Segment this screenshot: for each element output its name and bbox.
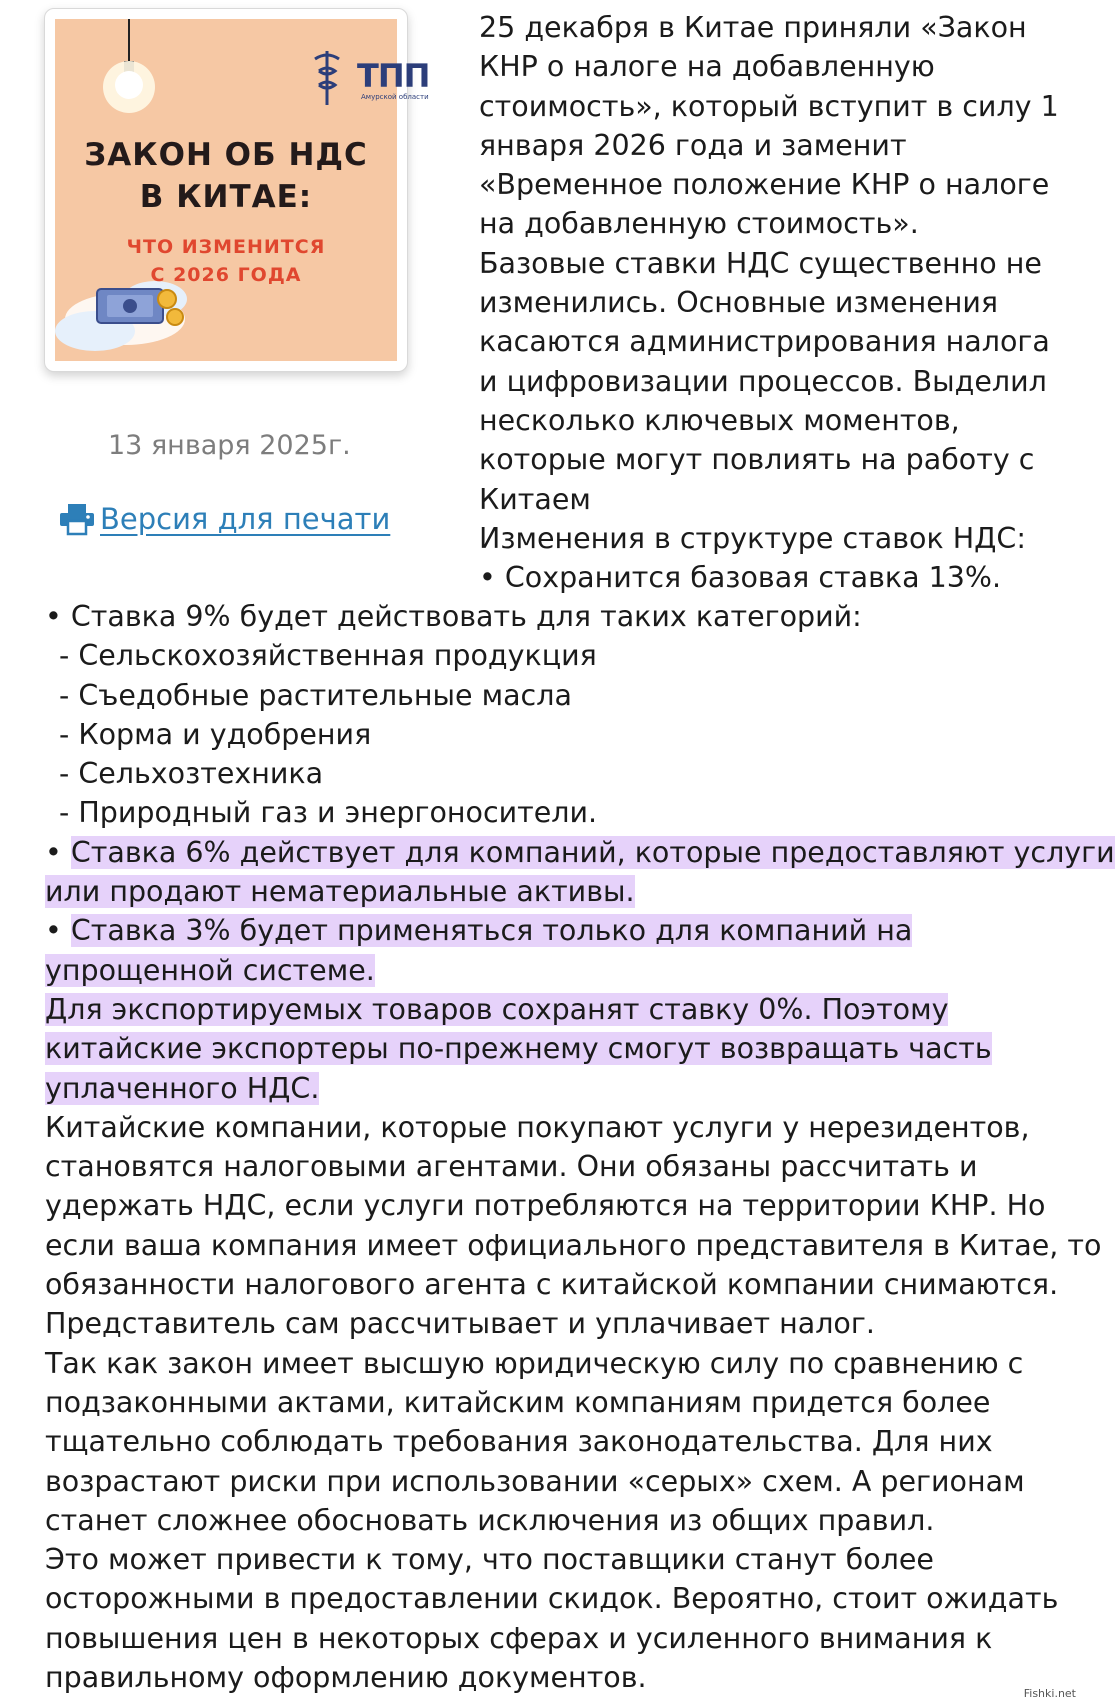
highlighted-text: или продают нематериальные активы. [45,875,635,909]
body-text: осторожными в предоставлении скидок. Вероятно, стоит ожидать [45,1582,1059,1616]
printer-icon [60,504,94,534]
intro-line: на добавленную стоимость». [479,207,919,241]
body-line [45,1383,1075,1422]
body-line [45,1501,1075,1540]
intro-line: которые могут повлиять на работу с [479,443,1035,477]
body-line [45,1186,1075,1225]
highlighted-text: китайские экспортеры по-прежнему смогут возвращать часть [45,1032,992,1066]
intro-line: несколько ключевых моментов, [479,403,960,437]
body-line [45,1069,1075,1108]
intro-line: КНР о налоге на добавленную [479,50,935,84]
body-text: становятся налоговыми агентами. Они обязаны рассчитать и [45,1150,978,1184]
body-line [45,1658,1075,1697]
body-text: подзаконными актами, китайским компаниям придется более [45,1385,991,1419]
cover-title-line-2: В КИТАЕ: [139,179,313,215]
body-line [45,1108,1075,1147]
article-date: 13 января 2025г. [108,430,351,461]
body-line [45,833,1115,872]
intro-line: • Сохранится базовая ставка 13%. [479,561,1002,595]
print-version-label: Версия для печати [100,502,391,536]
body-line [45,872,1075,911]
body-line [45,597,1075,636]
body-line [45,1147,1075,1186]
body-text: Это может привести к тому, что поставщики станут более [45,1543,934,1577]
highlighted-text: Ставка 3% будет применяться только для компаний на [70,914,913,948]
article-image-card[interactable] [44,8,430,372]
body-line [45,676,1075,715]
body-text: - Съедобные растительные масла [59,678,572,712]
body-text: - Природный газ и энергоносители. [59,796,598,830]
intro-line: касаются администрирования налога [479,325,1050,359]
body-line [45,793,1075,832]
body-text: - Сельхозтехника [59,757,324,791]
body-text: Китайские компании, которые покупают услуги у нерезидентов, [45,1110,1030,1144]
money-cloud-icon [55,281,187,351]
intro-line: Базовые ставки НДС существенно не [479,246,1042,280]
body-text: возрастают риски при использовании «серых» схем. А регионам [45,1464,1025,1498]
body-text: обязанности налогового агента с китайской компании снимаются. [45,1268,1059,1302]
body-text: правильному оформлению документов. [45,1661,647,1695]
body-line [45,1540,1075,1579]
intro-line: 25 декабря в Китае приняли «Закон [479,11,1027,44]
cover-subtitle-line-2: С 2026 ГОДА [150,264,302,286]
intro-line: изменились. Основные изменения [479,286,999,320]
cover-title-line-1: ЗАКОН ОБ НДС [84,137,368,173]
intro-line: Изменения в структуре ставок НДС: [479,521,1026,555]
highlighted-text: упрощенной системе. [45,953,375,987]
body-line [45,1265,1075,1304]
body-text: - Корма и удобрения [59,717,372,751]
body-line [45,911,1075,950]
body-text: Так как закон имеет высшую юридическую силу по сравнению с [45,1346,1024,1380]
body-line [45,1029,1075,1068]
cover-subtitle-line-1: ЧТО ИЗМЕНИТСЯ [126,236,326,258]
highlighted-text: Для экспортируемых товаров сохранят ставку 0%. Поэтому [45,992,949,1026]
intro-line: стоимость», который вступит в силу 1 [479,89,1059,123]
logo-subtext: Амурской области [361,93,429,101]
body-text: - Сельскохозяйственная продукция [59,639,597,673]
body-line [45,636,1075,675]
highlighted-text: Ставка 6% действует для компаний, которые предоставляют услуги [70,835,1115,869]
body-text: Представитель сам рассчитывает и уплачивает налог. [45,1307,875,1341]
body-line [45,1304,1075,1343]
body-text: повышения цен в некоторых сферах и усиленного внимания к [45,1621,993,1655]
intro-line: и цифровизации процессов. Выделил [479,364,1047,398]
body-line [45,715,1075,754]
print-version-link[interactable] [60,500,390,538]
body-text: • Ставка 9% будет действовать для таких категорий: [45,600,862,633]
tpp-logo-icon [315,51,339,105]
intro-line: «Временное положение КНР о налоге [479,168,1050,202]
intro-line: января 2026 года и заменит [479,128,907,162]
watermark: Fishki.net [1023,1687,1076,1700]
body-line [45,1579,1075,1618]
body-line [45,990,1075,1029]
article-body [45,597,1115,1697]
body-text: тщательно соблюдать требования законодательства. Для них [45,1425,993,1459]
article-intro [479,8,1069,597]
logo-text: ТПП [357,57,430,95]
body-text: станет сложнее обосновать исключения из общих правил. [45,1503,935,1537]
article-cover-image [55,19,430,361]
body-line [45,1422,1075,1461]
highlighted-text: уплаченного НДС. [45,1071,320,1105]
body-text: если ваша компания имеет официального представителя в Китае, то [45,1228,1102,1262]
bullet: • [45,835,71,869]
body-line [45,951,1075,990]
body-text: удержать НДС, если услуги потребляются на территории КНР. Но [45,1189,1046,1223]
body-line [45,1462,1075,1501]
body-line [45,1344,1075,1383]
intro-line: Китаем [479,482,591,516]
bullet: • [45,914,71,948]
body-line [45,1619,1075,1658]
body-line [45,1226,1102,1265]
body-line [45,754,1075,793]
